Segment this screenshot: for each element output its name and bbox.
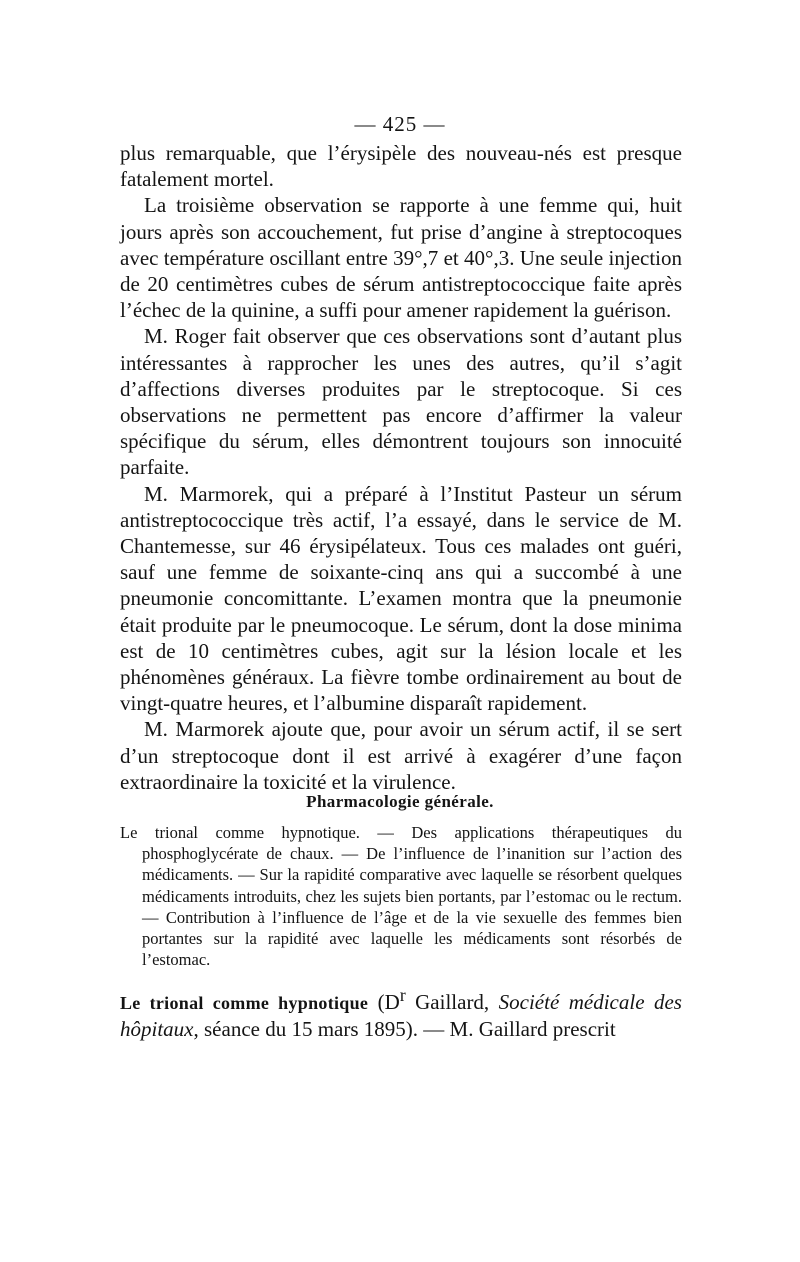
article-lead: Le trional comme hypnotique <box>120 993 369 1013</box>
paragraph: La troisième observation se rapporte à une femme qui, huit jours après son accouchement, fut prise d’angine à streptocoques avec température oscillant entre 39°,7 et 40°,3. Une seule injection de 20 centimètres cubes de sérum antistreptococcique faite après l’échec de la quinine, a suffi pour amener rapidement la guérison. <box>120 193 682 323</box>
paragraph: M. Roger fait observer que ces observations sont d’autant plus intéressantes à rapprocher les unes des autres, qu’il s’agit d’affections diverses produites par le streptocoque. Si ces observations ne permettent pas encore d’affirmer la valeur spécifique du sérum, elles démontrent toujours son innocuité parfaite. <box>120 324 682 480</box>
section-heading: Pharmacologie générale. <box>306 792 494 811</box>
paragraph: M. Marmorek, qui a préparé à l’Institut Pasteur un sérum antistreptococcique très actif, l’a essayé, dans le service de M. Chantemesse, sur 46 érysipélateux. Tous ces malades ont guéri, sauf une femme de soixante-cinq ans qui a succombé à une pneumonie concomittante. L’examen montra que la pneumonie était produite par le pneumocoque. Le sérum, dont la dose minima est de 10 centimètres cubes, agit sur la lésion locale et les phénomènes généraux. La fièvre tombe ordinairement au bout de vingt-quatre heures, et l’albumine disparaît rapidement. <box>120 481 682 716</box>
page-number: — 425 — <box>354 112 446 136</box>
article-dr-superscript: r <box>399 985 406 1005</box>
section-summary: Le trional comme hypnotique. — Des applications thérapeutiques du phosphoglycérate de chaux. — De l’influence de l’inanition sur l’action des médicaments. — Sur la rapidité comparative avec laquelle se résorbent quelques médicaments introduits, chez les sujets bien portants, par l’estomac ou le rectum. — Contribution à l’influence de l’âge et de la vie sexuelle des femmes bien portantes sur la rapidité avec laquelle les médicaments sont résorbés de l’estomac. <box>120 823 682 970</box>
paragraph: plus remarquable, que l’érysipèle des nouveau-nés est presque fatalement mortel. <box>120 141 682 192</box>
article-rest: , séance du 15 mars 1895). — M. Gaillard prescrit <box>193 1017 616 1042</box>
article-opening <box>120 982 682 1042</box>
paragraph: M. Marmorek ajoute que, pour avoir un sérum actif, il se sert d’un streptocoque dont il est arrivé à exagérer d’une façon extraordinaire la toxicité et la virulence. <box>120 717 682 794</box>
body-text <box>120 140 682 795</box>
article-author: Gaillard, <box>405 990 499 1014</box>
article-open-paren: (D <box>368 990 400 1014</box>
article-society: Société médicale des hôpitaux <box>120 990 682 1042</box>
